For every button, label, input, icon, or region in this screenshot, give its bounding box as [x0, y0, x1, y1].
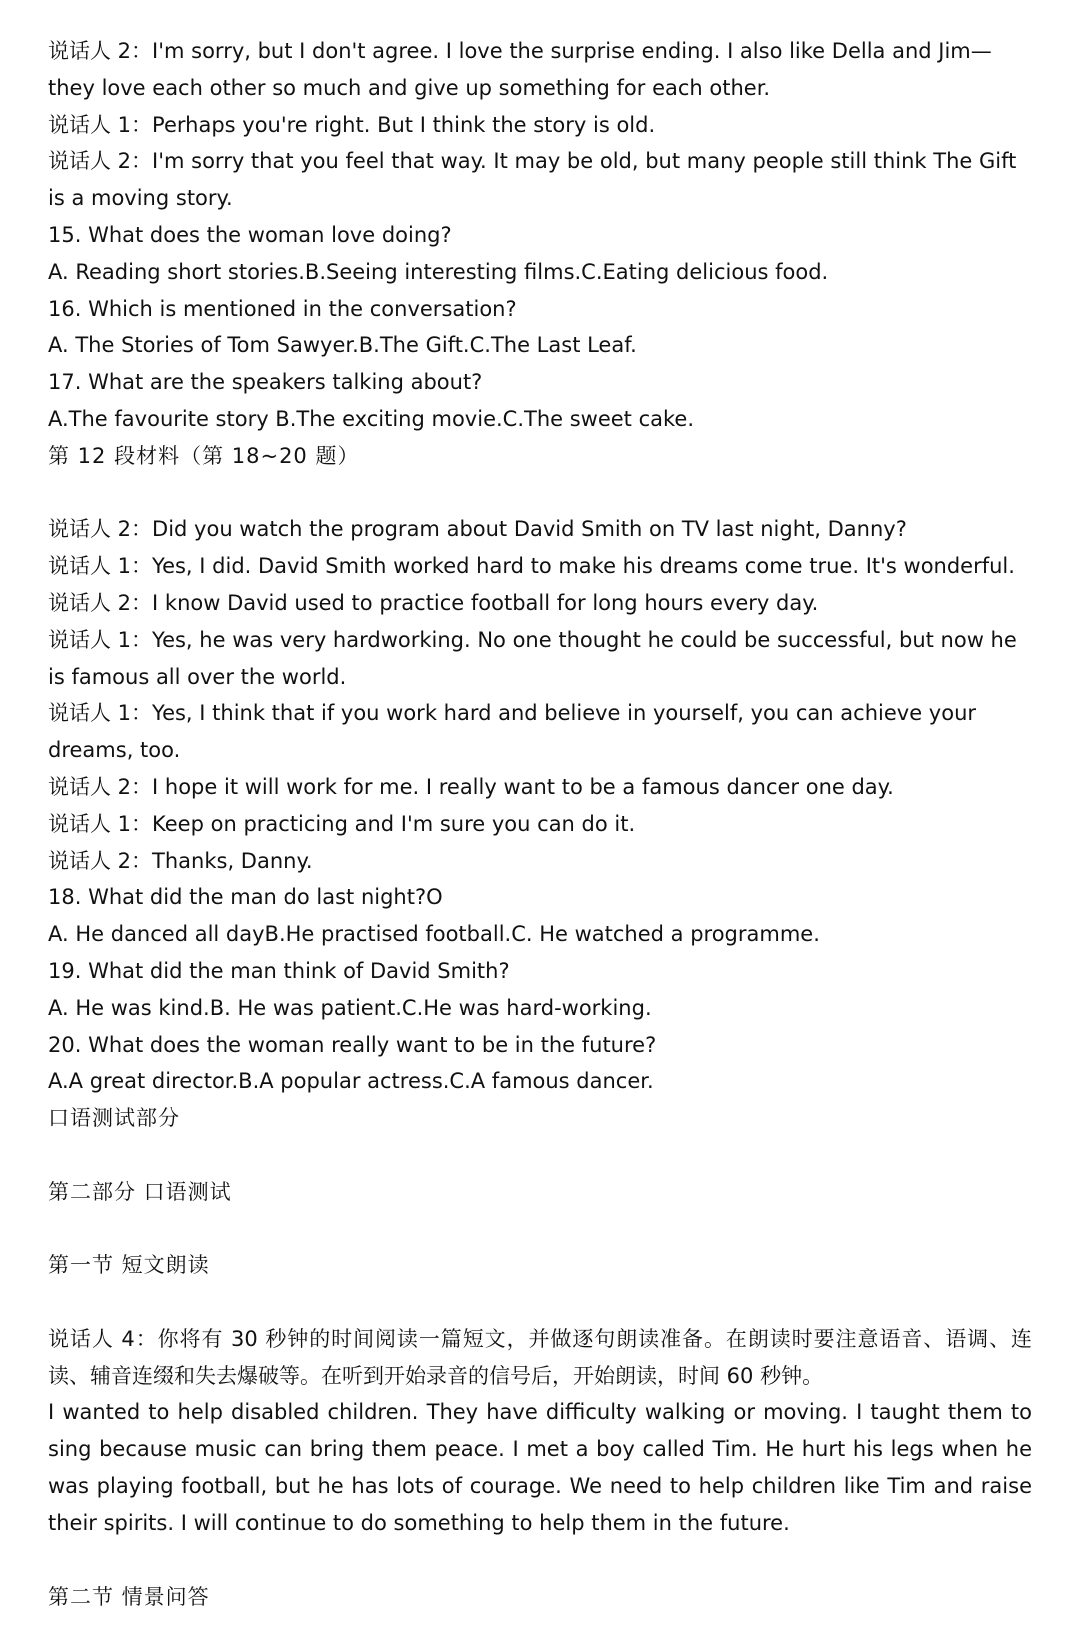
dialogue-line: 说话人 1：Yes, I think that if you work hard and believe in yourself, you can achieve your dreams, too.	[48, 701, 977, 763]
dialogue-line: 说话人 2：I'm sorry that you feel that way. It may be old, but many people still think The Gift is a moving story.	[48, 149, 1017, 211]
reading-instruction: 说话人 4：你将有 30 秒钟的时间阅读一篇短文，并做逐句朗读准备。在朗读时要注意语音、语调、连读、辅音连缀和失去爆破等。在听到开始录音的信号后，开始朗读，时间 60 秒钟。	[48, 1326, 1032, 1388]
question-18: 18. What did the man do last night?O	[48, 885, 443, 910]
question-17-options: A.The favourite story B.The exciting movie.C.The sweet cake.	[48, 406, 695, 431]
dialogue-line: 说话人 2：I hope it will work for me. I really want to be a famous dancer one day.	[48, 774, 894, 799]
material-heading: 第 12 段材料（第 18~20 题）	[48, 443, 360, 468]
question-16: 16. Which is mentioned in the conversation?	[48, 296, 517, 321]
question-19-options: A. He was kind.B. He was patient.C.He was hard-working.	[48, 995, 652, 1020]
dialogue-line: 说话人 2：I'm sorry, but I don't agree. I love the surprise ending. I also like Della and Jim—they love each other so much and give up something for each other.	[48, 39, 992, 100]
question-17: 17. What are the speakers talking about?	[48, 370, 483, 395]
question-19: 19. What did the man think of David Smith?	[48, 958, 510, 983]
section2-heading: 第二节 情景问答	[48, 1584, 210, 1609]
question-15-options: A. Reading short stories.B.Seeing interesting films.C.Eating delicious food.	[48, 259, 829, 284]
dialogue-line: 说话人 1：Keep on practicing and I'm sure you can do it.	[48, 811, 636, 836]
dialogue-line: 说话人 2：I know David used to practice football for long hours every day.	[48, 590, 819, 615]
dialogue-line: 说话人 1：Yes, he was very hardworking. No one thought he could be successful, but now he is famous all over the world.	[48, 627, 1017, 689]
oral-section-heading: 口语测试部分	[48, 1106, 180, 1131]
dialogue-line: 说话人 1：Perhaps you're right. But I think the story is old.	[48, 112, 656, 137]
question-15: 15. What does the woman love doing?	[48, 222, 452, 247]
section1-heading: 第一节 短文朗读	[48, 1253, 210, 1278]
question-20-options: A.A great director.B.A popular actress.C.A famous dancer.	[48, 1069, 654, 1094]
reading-passage: I wanted to help disabled children. They have difficulty walking or moving. I taught them to sing because music can bring them peace. I met a boy called Tim. He hurt his legs when he was playing football, but he has lots of courage. We need to help children like Tim and raise their spirits. I will continue to do something to help them in the future.	[48, 1400, 1032, 1535]
question-18-options: A. He danced all dayB.He practised football.C. He watched a programme.	[48, 922, 820, 947]
part2-heading: 第二部分 口语测试	[48, 1179, 232, 1204]
question-16-options: A. The Stories of Tom Sawyer.B.The Gift.C.The Last Leaf.	[48, 333, 637, 358]
dialogue-line: 说话人 2：Thanks, Danny.	[48, 848, 313, 873]
question-20: 20. What does the woman really want to be in the future?	[48, 1032, 657, 1057]
dialogue-line: 说话人 2：Did you watch the program about David Smith on TV last night, Danny?	[48, 517, 907, 542]
dialogue-line: 说话人 1：Yes, I did. David Smith worked hard to make his dreams come true. It's wonderful.	[48, 554, 1015, 579]
